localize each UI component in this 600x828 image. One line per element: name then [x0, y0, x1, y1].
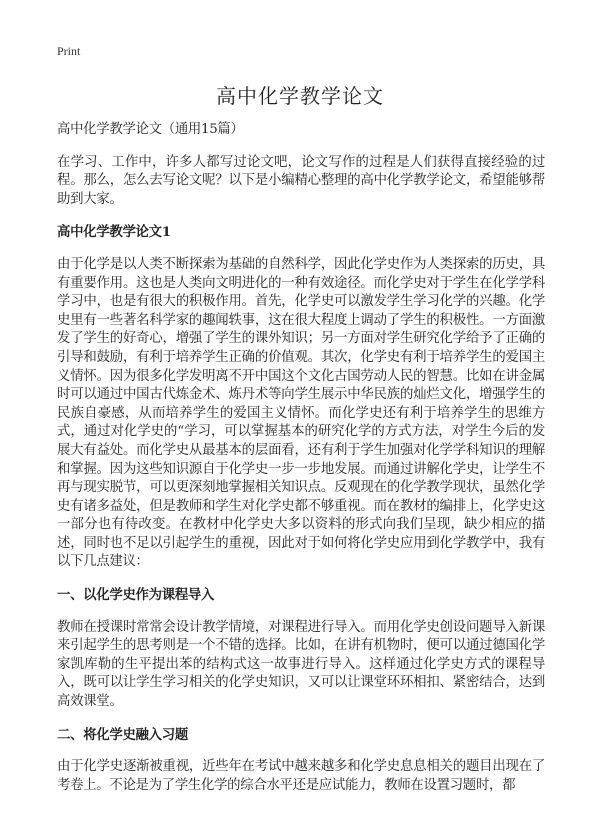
article-body: [57, 121, 545, 809]
section-paragraph-2: 教师在授课时常常会设计教学情境，对课程进行导入。而用化学史创设问题导入新课来引起学生的思考则是一个不错的选择。比如，在讲有机物时，便可以通过德国化学家凯库勒的生平提出苯的结构式这一故事进行导入。这样通过化学史方式的课程导入，既可以让学生学习相关的化学史知识，又可以让课堂环环相扣、紧密结合，达到高效课堂。: [57, 619, 545, 710]
section-heading-2: 一、以化学史作为课程导入: [57, 587, 215, 604]
article-subtitle: 高中化学教学论文（通用15篇）: [57, 122, 244, 137]
section-heading-3: 二、将化学史融入习题: [57, 726, 188, 743]
page-title: 高中化学教学论文: [216, 84, 384, 108]
print-link[interactable]: Print: [57, 44, 81, 58]
section-heading-1: 高中化学教学论文1: [57, 224, 171, 241]
intro-paragraph: 在学习、工作中，许多人都写过论文吧，论文写作的过程是人们获得直接经验的过程。那么，怎么去写论文呢？以下是小编精心整理的高中化学教学论文，希望能够帮助到大家。: [57, 154, 545, 207]
section-paragraph-3: 由于化学史逐渐被重视，近些年在考试中越来越多和化学史息息相关的题目出现在了考卷上。不论是为了学生化学的综合水平还是应试能力，教师在设置习题时，都: [57, 759, 545, 793]
section-paragraph-1: 由于化学是以人类不断探索为基础的自然科学，因此化学史作为人类探索的历史，具有重要作用。这也是人类向文明进化的一种有效途径。而化学史对于学生在化学学科学习中，也是有很大的积极作用。首先，化学史可以激发学生学习化学的兴趣。化学史里有一些著名科学家的趣闻轶事，这在很大程度上调动了学生的积极性。一方面激发了学生的好奇心，增强了学生的课外知识；另一方面对学生研究化学给予了正确的引导和鼓励，有利于培养学生正确的价值观。其次，化学史有利于培养学生的爱国主义情怀。因为很多化学发明离不开中国这个文化古国劳动人民的智慧。比如在讲金属时可以通过中国古代炼金术、炼丹术等向学生展示中华民族的灿烂文化，增强学生的民族自豪感，从而培养学生的爱国主义情怀。而化学史还有利于培养学生的思维方式，通过对化学史的“学习，可以掌握基本的研究化学的方式方法，对学生今后的发展大有益处。而化学史从最基本的层面看，还有利于学生加强对化学学科知识的理解和掌握。因为这些知识源自于化学史一步一步地发展。而通过讲解化学史，让学生不再与现实脱节，可以更深刻地掌握相关知识点。反观现在的化学教学现状，虽然化学史有诸多益处，但是教师和学生对化学史都不够重视。而在教材的编排上，化学史这一部分也有待改变。在教材中化学史大多以资料的形式向我们呈现，缺少相应的描述，同时也不足以引起学生的重视，因此对于如何将化学史应用到化学教学中，我有以下几点建议：: [57, 256, 545, 570]
